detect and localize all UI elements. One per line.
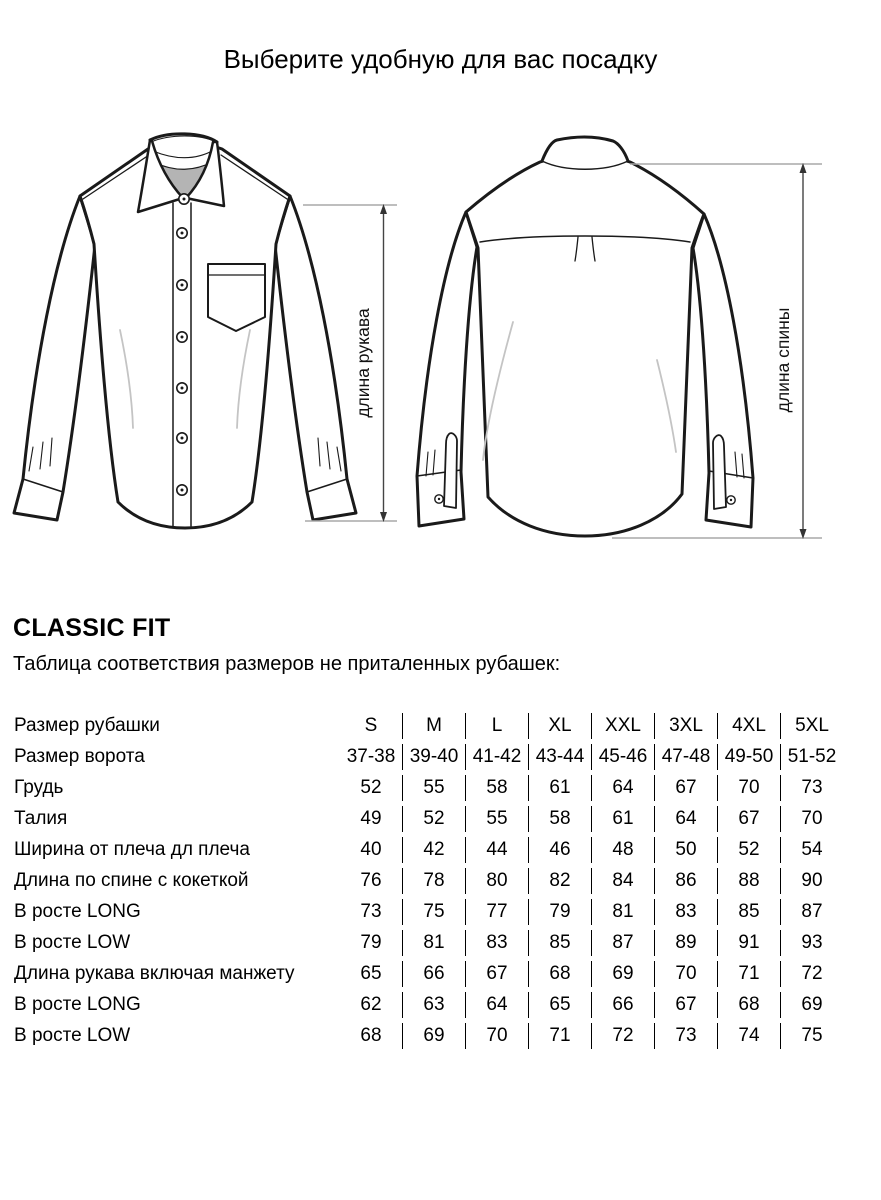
cell: 69: [591, 961, 654, 987]
cell: 55: [465, 806, 528, 832]
back-shirt-drawing: [417, 137, 753, 536]
cell: 42: [402, 837, 465, 863]
sleeve-length-label: длина рукава: [353, 308, 373, 418]
size-header-row: [14, 713, 843, 739]
cell: 66: [591, 992, 654, 1018]
cell: 54: [780, 837, 843, 863]
cell: 70: [780, 806, 843, 832]
cell: 80: [465, 868, 528, 894]
size-header-cell: XL: [528, 713, 591, 739]
front-shirt-drawing: [14, 134, 356, 528]
row-label: В росте LOW: [14, 932, 131, 953]
cell: 83: [465, 930, 528, 956]
cell: 74: [717, 1023, 780, 1049]
cell: 66: [402, 961, 465, 987]
cell: 73: [780, 775, 843, 801]
cell: 77: [465, 899, 528, 925]
cell: 86: [654, 868, 717, 894]
size-header-cell: M: [402, 713, 465, 739]
front-right-sleeve: [275, 196, 356, 520]
size-table: [14, 708, 843, 1054]
cell: 81: [402, 930, 465, 956]
cell: 50: [654, 837, 717, 863]
cell: 40: [360, 839, 382, 860]
cell: 64: [465, 992, 528, 1018]
cell: 85: [528, 930, 591, 956]
row-label: Грудь: [14, 777, 64, 798]
size-header-cell: 4XL: [717, 713, 780, 739]
cell: 58: [465, 775, 528, 801]
size-header-cell: 3XL: [654, 713, 717, 739]
row-label: Талия: [14, 808, 68, 829]
row-label: Длина рукава включая манжету: [14, 963, 295, 984]
cell: 64: [654, 806, 717, 832]
cell: 76: [360, 870, 382, 891]
cell: 55: [402, 775, 465, 801]
cell: 63: [402, 992, 465, 1018]
chest-pocket: [208, 264, 265, 331]
cell: 71: [717, 961, 780, 987]
left-sleeve-placket: [444, 433, 457, 508]
cell: 52: [402, 806, 465, 832]
cell: 43-44: [528, 744, 591, 770]
cell: 67: [654, 992, 717, 1018]
cell: 84: [591, 868, 654, 894]
table-row: [14, 868, 843, 894]
table-row: [14, 899, 843, 925]
cell: 81: [591, 899, 654, 925]
cell: 52: [717, 837, 780, 863]
cell: 90: [780, 868, 843, 894]
fit-heading: CLASSIC FIT: [13, 614, 171, 642]
cell: 72: [780, 961, 843, 987]
page-title: Выберите удобную для вас посадку: [223, 44, 658, 74]
cell: 67: [465, 961, 528, 987]
cell: 69: [402, 1023, 465, 1049]
table-row: [14, 961, 843, 987]
row-label: Размер рубашки: [14, 715, 160, 736]
cell: 61: [591, 806, 654, 832]
row-label: В росте LONG: [14, 994, 141, 1015]
table-row: [14, 806, 843, 832]
cell: 70: [654, 961, 717, 987]
row-label: В росте LONG: [14, 901, 141, 922]
cell: 69: [780, 992, 843, 1018]
cell: 70: [717, 775, 780, 801]
table-row: [14, 775, 843, 801]
cell: 58: [528, 806, 591, 832]
cell: 82: [528, 868, 591, 894]
cell: 41-42: [465, 744, 528, 770]
back-body: [466, 155, 704, 537]
cell: 71: [528, 1023, 591, 1049]
cell: 49: [360, 808, 382, 829]
cell: 39-40: [402, 744, 465, 770]
cell: 78: [402, 868, 465, 894]
cell: 79: [528, 899, 591, 925]
cell: 73: [360, 901, 382, 922]
cell: 79: [360, 932, 382, 953]
fit-subtitle: Таблица соответствия размеров не приталенных рубашек:: [13, 653, 561, 675]
front-left-sleeve: [14, 196, 95, 520]
cell: 62: [360, 994, 382, 1015]
cell: 75: [780, 1023, 843, 1049]
cell: 44: [465, 837, 528, 863]
cell: 68: [717, 992, 780, 1018]
cell: 87: [780, 899, 843, 925]
cell: 67: [654, 775, 717, 801]
size-header-cell: S: [364, 715, 378, 736]
cell: 89: [654, 930, 717, 956]
table-row: [14, 744, 843, 770]
row-label: Ширина от плеча дл плеча: [14, 839, 250, 860]
cell: 83: [654, 899, 717, 925]
cell: 75: [402, 899, 465, 925]
table-row: [14, 1023, 843, 1049]
cell: 68: [528, 961, 591, 987]
cell: 37-38: [346, 746, 396, 767]
cell: 88: [717, 868, 780, 894]
cell: 47-48: [654, 744, 717, 770]
cell: 65: [528, 992, 591, 1018]
cell: 67: [717, 806, 780, 832]
cell: 61: [528, 775, 591, 801]
cell: 85: [717, 899, 780, 925]
table-row: [14, 930, 843, 956]
back-length-label: длина спины: [773, 307, 793, 413]
cell: 73: [654, 1023, 717, 1049]
cell: 68: [360, 1025, 382, 1046]
table-row: [14, 992, 843, 1018]
cell: 72: [591, 1023, 654, 1049]
right-sleeve-placket: [713, 435, 726, 509]
cell: 93: [780, 930, 843, 956]
cell: 46: [528, 837, 591, 863]
row-label: Длина по спине с кокеткой: [14, 870, 249, 891]
cell: 48: [591, 837, 654, 863]
row-label: В росте LOW: [14, 1025, 131, 1046]
table-row: [14, 837, 843, 863]
cell: 70: [465, 1023, 528, 1049]
cell: 49-50: [717, 744, 780, 770]
cell: 64: [591, 775, 654, 801]
cell: 51-52: [780, 744, 843, 770]
cell: 45-46: [591, 744, 654, 770]
size-header-cell: 5XL: [780, 713, 843, 739]
row-label: Размер ворота: [14, 746, 145, 767]
cell: 52: [360, 777, 382, 798]
cell: 91: [717, 930, 780, 956]
size-header-cell: L: [465, 713, 528, 739]
size-header-cell: XXL: [591, 713, 654, 739]
cell: 87: [591, 930, 654, 956]
cell: 65: [360, 963, 382, 984]
